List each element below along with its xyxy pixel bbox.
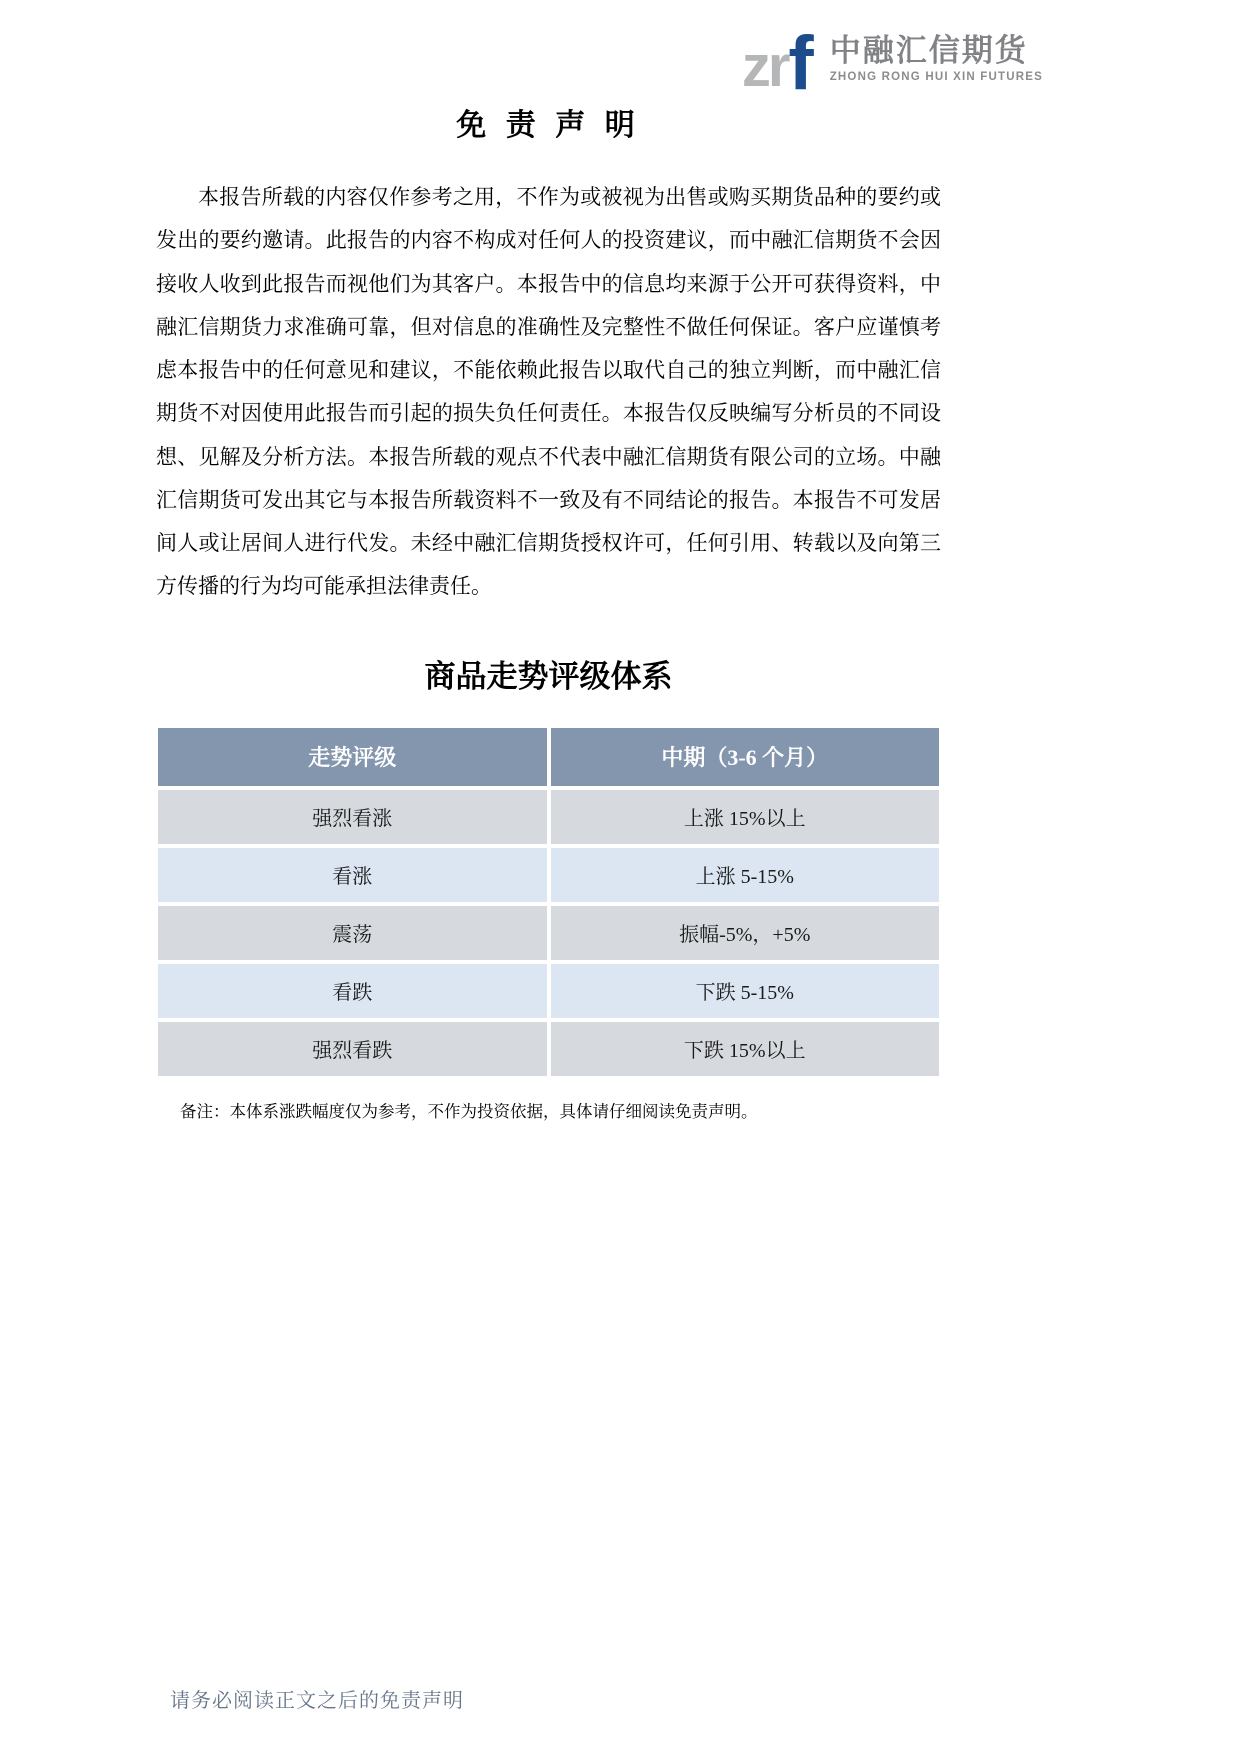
rating-table-body (158, 790, 939, 1076)
footer-disclaimer-reminder: 请务必阅读正文之后的免责声明 (170, 1690, 464, 1712)
rating-section-title: 商品走势评级体系 (424, 658, 673, 694)
rating-cell: 震荡 (158, 906, 547, 960)
rating-cell: 看跌 (158, 964, 547, 1018)
content-column (156, 0, 941, 1122)
rating-cell: 看涨 (158, 848, 547, 902)
rating-table-head (158, 728, 939, 786)
table-row (158, 964, 939, 1018)
range-cell: 下跌 15%以上 (551, 1022, 940, 1076)
table-row (158, 848, 939, 902)
range-cell: 上涨 5-15% (551, 848, 940, 902)
table-row (158, 906, 939, 960)
rating-cell: 强烈看跌 (158, 1022, 547, 1076)
range-cell: 下跌 5-15% (551, 964, 940, 1018)
company-name-cn: 中融汇信期货 (829, 32, 1028, 68)
logo-f-text: f (788, 21, 814, 106)
range-cell: 振幅-5%，+5% (551, 906, 940, 960)
disclaimer-body: 本报告所载的内容仅作参考之用，不作为或被视为出售或购买期货品种的要约或发出的要约邀请。此报告的内容不构成对任何人的投资建议，而中融汇信期货不会因接收人收到此报告而视他们为其客户。本报告中的信息均来源于公开可获得资料，中融汇信期货力求准确可靠，但对信息的准确性及完整性不做任何保证。客户应谨慎考虑本报告中的任何意见和建议，不能依赖此报告以取代自己的独立判断，而中融汇信期货不对因使用此报告而引起的损失负任何责任。本报告仅反映编写分析员的不同设想、见解及分析方法。本报告所载的观点不代表中融汇信期货有限公司的立场。中融汇信期货可发出其它与本报告所载资料不一致及有不同结论的报告。本报告不可发居间人或让居间人进行代发。未经中融汇信期货授权许可，任何引用、转载以及向第三方传播的行为均可能承担法律责任。 (156, 185, 941, 599)
page-title: 免 责 声 明 (456, 109, 641, 142)
table-header-row (158, 728, 939, 786)
table-row (158, 790, 939, 844)
range-cell: 上涨 15%以上 (551, 790, 940, 844)
table-row (158, 1022, 939, 1076)
table-note: 备注：本体系涨跌幅度仅为参考，不作为投资依据，具体请仔细阅读免责声明。 (180, 1101, 758, 1121)
rating-table (154, 724, 943, 1080)
header-cell-rating: 走势评级 (158, 728, 547, 786)
logo-zr-text: zr (741, 34, 788, 99)
rating-cell: 强烈看涨 (158, 790, 547, 844)
company-name-en: ZHONG RONG HUI XIN FUTURES (829, 71, 1043, 84)
header-cell-midterm: 中期（3-6 个月） (551, 728, 940, 786)
